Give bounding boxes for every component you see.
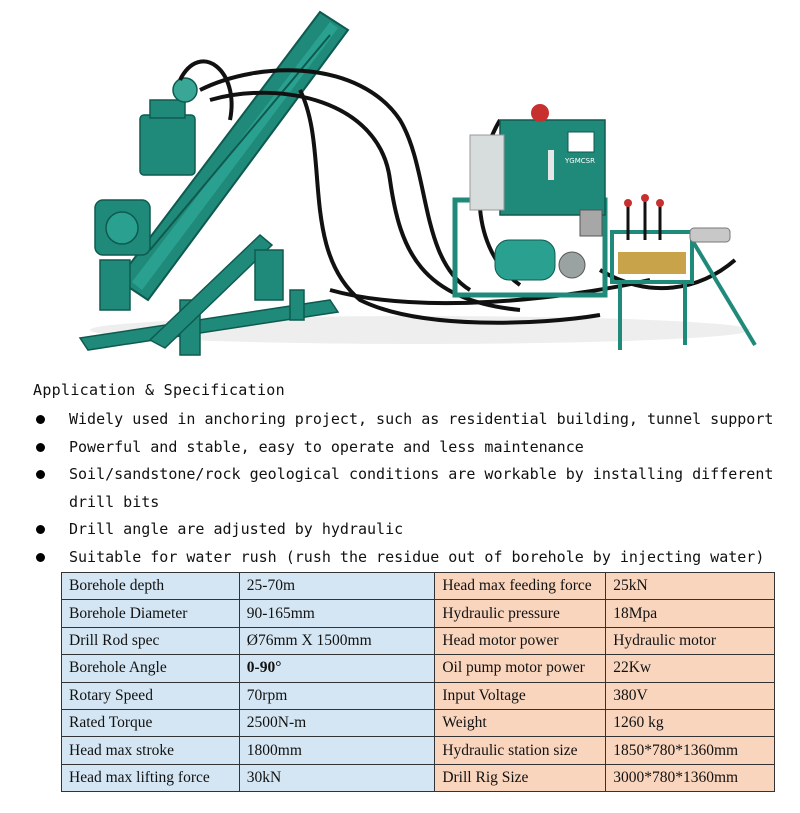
spec-label: Borehole Diameter xyxy=(62,600,240,627)
spec-label: Head motor power xyxy=(435,627,606,654)
table-row xyxy=(62,737,775,764)
list-item: Widely used in anchoring project, such as residential building, tunnel support xyxy=(33,406,793,434)
spec-label: Drill Rig Size xyxy=(435,764,606,791)
spec-value: 25kN xyxy=(606,573,775,600)
specification-table xyxy=(61,572,775,792)
list-item: Suitable for water rush (rush the residue out of borehole by injecting water) xyxy=(33,544,793,572)
table-row xyxy=(62,627,775,654)
spec-value: 30kN xyxy=(239,764,435,791)
spec-label: Oil pump motor power xyxy=(435,655,606,682)
spec-value: 1800mm xyxy=(239,737,435,764)
drilling-rig-illustration xyxy=(0,0,800,370)
brand-label: YGMCSR xyxy=(565,157,595,165)
bullet-dot-icon xyxy=(36,443,45,452)
spec-value: 70rpm xyxy=(239,682,435,709)
spec-value: Ø76mm X 1500mm xyxy=(239,627,435,654)
spec-value: Hydraulic motor xyxy=(606,627,775,654)
list-item: Powerful and stable, easy to operate and less maintenance xyxy=(33,434,793,462)
list-item: Soil/sandstone/rock geological conditions are workable by installing different drill bits xyxy=(33,461,793,516)
feature-list xyxy=(33,406,793,572)
table-row xyxy=(62,600,775,627)
table-row xyxy=(62,682,775,709)
bullet-dot-icon xyxy=(36,525,45,534)
spec-label: Hydraulic station size xyxy=(435,737,606,764)
product-photo xyxy=(0,0,800,370)
spec-value: 2500N-m xyxy=(239,709,435,736)
spec-label: Borehole depth xyxy=(62,573,240,600)
spec-label: Rated Torque xyxy=(62,709,240,736)
spec-label: Drill Rod spec xyxy=(62,627,240,654)
spec-value: 380V xyxy=(606,682,775,709)
spec-label: Borehole Angle xyxy=(62,655,240,682)
spec-value: 3000*780*1360mm xyxy=(606,764,775,791)
table-row xyxy=(62,573,775,600)
spec-label: Input Voltage xyxy=(435,682,606,709)
spec-value: 1850*780*1360mm xyxy=(606,737,775,764)
spec-label: Head max stroke xyxy=(62,737,240,764)
bullet-dot-icon xyxy=(36,553,45,562)
spec-value: 1260 kg xyxy=(606,709,775,736)
table-row xyxy=(62,655,775,682)
list-item: Drill angle are adjusted by hydraulic xyxy=(33,516,793,544)
spec-label: Rotary Speed xyxy=(62,682,240,709)
bullet-dot-icon xyxy=(36,470,45,479)
section-heading: Application & Specification xyxy=(33,381,285,399)
bullet-dot-icon xyxy=(36,415,45,424)
spec-value: 22Kw xyxy=(606,655,775,682)
spec-value: 25-70m xyxy=(239,573,435,600)
spec-value: 18Mpa xyxy=(606,600,775,627)
table-row xyxy=(62,764,775,791)
spec-label: Head max lifting force xyxy=(62,764,240,791)
spec-value: 90-165mm xyxy=(239,600,435,627)
spec-label: Weight xyxy=(435,709,606,736)
spec-value: 0-90° xyxy=(239,655,435,682)
spec-label: Hydraulic pressure xyxy=(435,600,606,627)
spec-label: Head max feeding force xyxy=(435,573,606,600)
table-row xyxy=(62,709,775,736)
